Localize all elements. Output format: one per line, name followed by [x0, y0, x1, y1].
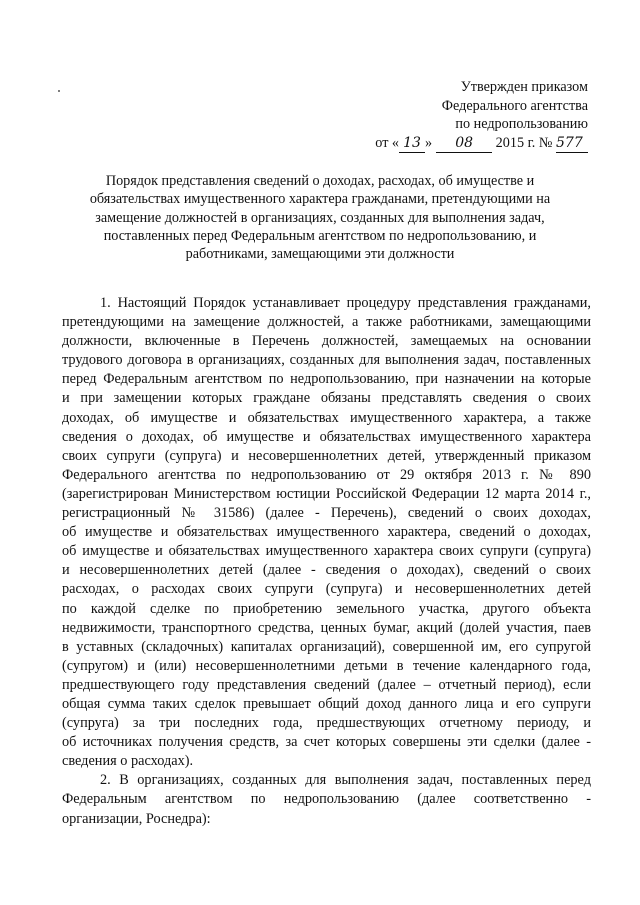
handwritten-month: 08 — [436, 134, 492, 154]
date-prefix: от « — [375, 134, 400, 151]
paragraph-1-line: (зарегистрирован Министерством юстиции Российской Федерации 12 марта 2014 г., — [62, 485, 591, 502]
paragraph-1-line: регистрационный № 31586) (далее - Перечень), сведений о своих доходах, — [62, 505, 591, 522]
paragraph-1-line: сведения о расходах). — [62, 753, 194, 770]
paragraph-1-line: общая сумма таких сделок превышает общий доход данного лица и его супруги — [62, 695, 591, 712]
handwritten-day: 13 — [399, 134, 425, 154]
paragraph-1-line: Федерального агентства по недропользованию от 29 октября 2013 г. № 890 — [62, 466, 591, 483]
title-line: Порядок представления сведений о доходах, расходах, об имуществе и — [105, 173, 535, 189]
paragraph-1-line: своих супруги (супруга) и несовершеннолетних детей, утвержденный приказом — [62, 447, 591, 464]
document-title — [70, 172, 570, 263]
paragraph-1-line: недвижимости, транспортного средства, ценных бумаг, акций (долей участия, паев — [62, 619, 591, 636]
paragraph-1-line: расходах, о расходах своих супруги (супруга) и несовершеннолетних детей — [62, 581, 591, 598]
paragraph-1-line: перед Федеральным агентством по недропользованию, при назначении на которые — [62, 371, 591, 388]
paragraph-1-line: претендующими на замещение должностей, а также работниками, замещающими — [62, 314, 591, 331]
paragraph-1-line: (супругом) и (или) несовершеннолетними детьми в течение календарного года, — [62, 657, 591, 674]
paragraph-1-line: (супруга) за три последних года, предшествующих отчетному периоду, и — [62, 715, 591, 732]
approval-stamp-block — [375, 78, 588, 153]
paragraph-2-line: 2. В организациях, созданных для выполнения задач, поставленных перед — [100, 772, 591, 789]
paragraph-1-line: и при замещении которых граждане обязаны представлять сведения о своих — [62, 390, 591, 407]
paragraph-1-line: должности, включенные в Перечень должностей, замещаемых на основании — [62, 333, 591, 350]
title-line: работниками, замещающими эти должности — [185, 246, 455, 263]
date-close-quote: » — [425, 134, 433, 151]
paragraph-1-line: 1. Настоящий Порядок устанавливает процедуру представления гражданами, — [100, 295, 591, 311]
approval-line-1: Утвержден приказом — [460, 79, 588, 95]
approval-line-2: Федерального агентства — [441, 97, 588, 114]
approval-line-3: по недропользованию — [455, 116, 588, 132]
scan-speck — [58, 90, 60, 92]
paragraph-1-line: сведения о доходах, об имуществе и обязательствах имущественного характера — [62, 428, 591, 445]
paragraph-2-line: Федеральным агентством по недропользованию (далее соответственно - — [62, 791, 591, 808]
date-year-number-label: 2015 г. № — [495, 134, 553, 151]
handwritten-order-number: 577 — [556, 134, 588, 154]
approval-date-line — [375, 134, 588, 154]
paragraph-1-line: в уставных (складочных) капиталах организаций), совершенной им, его супругой — [62, 638, 591, 655]
paragraph-1-line: и несовершеннолетних детей (далее - сведения о доходах), сведений о своих — [62, 562, 591, 579]
paragraph-2-line: организации, Роснедра): — [62, 810, 211, 827]
document-body — [62, 294, 591, 829]
paragraph-1-line: об источниках получения средств, за счет которых совершены эти сделки (далее - — [62, 734, 591, 751]
paragraph-1-line: об имуществе и обязательствах имущественного характера, сведений о доходах, — [62, 524, 591, 541]
title-line: замещение должностей в организациях, созданных для выполнения задач, — [95, 209, 545, 226]
paragraph-1-line: доходах, об имуществе и обязательствах имущественного характера, а также — [62, 409, 591, 426]
title-line: поставленных перед Федеральным агентством по недропользованию, и — [103, 227, 537, 244]
paragraph-1-line: по каждой сделке по приобретению земельного участка, другого объекта — [62, 600, 591, 617]
paragraph-1-line: трудового договора в организациях, созданных для выполнения задач, поставленных — [62, 352, 591, 369]
title-line: обязательствах имущественного характера гражданами, претендующими на — [89, 191, 551, 208]
paragraph-1-line: предшествующего году представления сведений (далее – отчетный период), если — [62, 676, 591, 693]
paragraph-1-line: об имуществе и обязательствах имущественного характера своих супруги (супруга) — [62, 543, 591, 560]
